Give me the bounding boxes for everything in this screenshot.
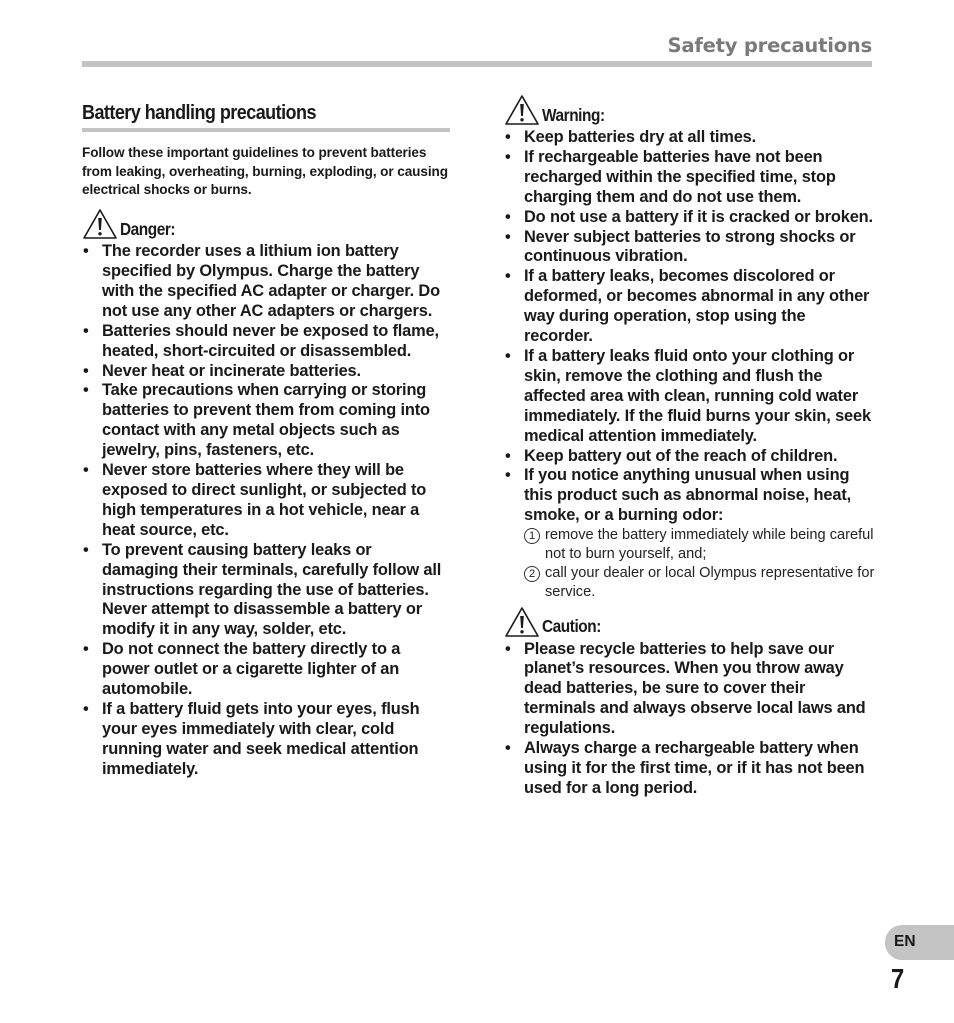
page-number: 7 (891, 963, 905, 994)
danger-item: • Do not connect the battery directly to a power outlet or a cigarette lighter of an automobile. (83, 640, 401, 699)
warning-item: • If you notice anything unusual when using this product such as abnormal noise, heat, smoke, or a burning odor: (505, 466, 852, 525)
section-rule (82, 128, 450, 132)
warning-item: • Never subject batteries to strong shocks or continuous vibration. (505, 227, 856, 266)
section-title: Battery handling precautions (82, 102, 316, 124)
caution-item: • Please recycle batteries to help save our planet’s resources. When you throw away dead batteries, be sure to cover their terminals and always observe local laws and regulations. (505, 639, 866, 738)
right-column (504, 94, 876, 799)
caution-item: • Always charge a rechargeable battery when using it for the first time, or if it has not been used for a long period. (505, 739, 865, 797)
danger-item: • Never heat or incinerate batteries. (83, 361, 361, 380)
warning-heading (504, 94, 876, 126)
danger-item: • To prevent causing battery leaks or damaging their terminals, carefully follow all instructions regarding the use of batteries. Never attempt to disassemble a battery or modify it in any way, solder, etc. (83, 540, 442, 639)
warning-steps (504, 526, 876, 601)
danger-item: • The recorder uses a lithium ion battery specified by Olympus. Charge the battery with the specified AC adapter or charger. Do not use any other AC adapters or chargers. (83, 242, 440, 320)
intro-text: Follow these important guidelines to prevent batteries from leaking, overheating, burning, exploding, or causing electrical shocks or burns. (82, 145, 448, 198)
step-item (524, 526, 876, 563)
warning-item: • If a battery leaks fluid onto your clothing or skin, remove the clothing and flush the affected area with clean, running cold water immediately. If the fluid burns your skin, seek medical attention immediately. (505, 346, 871, 445)
warning-item: • Keep batteries dry at all times. (505, 128, 757, 146)
warning-triangle-icon (82, 208, 118, 240)
caution-label: Caution: (542, 616, 601, 636)
danger-label: Danger: (120, 218, 176, 239)
danger-item: • Never store batteries where they will be exposed to direct sunlight, or subjected to high temperatures in a hot vehicle, near a heat source, etc. (83, 461, 427, 539)
caution-list (504, 640, 876, 799)
language-label: EN (894, 933, 916, 950)
language-tab (885, 925, 954, 960)
warning-triangle-icon (504, 606, 540, 638)
warning-item: • Keep battery out of the reach of children. (505, 446, 838, 465)
step-number: 2 (524, 566, 540, 582)
page-header-title: Safety precautions (667, 34, 872, 57)
warning-item: • Do not use a battery if it is cracked or broken. (505, 207, 873, 226)
step-number: 1 (524, 528, 540, 544)
warning-label: Warning: (542, 104, 605, 125)
danger-heading (82, 208, 452, 240)
warning-triangle-icon (504, 94, 540, 126)
danger-item: • Take precautions when carrying or storing batteries to prevent them from coming into contact with any metal objects such as jewelry, pins, fasteners, etc. (83, 381, 430, 460)
step-text: remove the battery immediately while being careful not to burn yourself, and; (545, 527, 874, 562)
left-column (82, 102, 452, 780)
step-item (524, 564, 876, 601)
warning-item: • If rechargeable batteries have not been recharged within the specified time, stop charging them and do not use them. (505, 147, 836, 206)
danger-item: • Batteries should never be exposed to flame, heated, short-circuited or disassembled. (83, 321, 439, 360)
danger-list (82, 242, 452, 779)
warning-list (504, 128, 876, 526)
warning-item: • If a battery leaks, becomes discolored or deformed, or becomes abnormal in any other way during operation, stop using the recorder. (505, 267, 870, 346)
danger-item: • If a battery fluid gets into your eyes, flush your eyes immediately with clear, cold running water and seek medical attention immediately. (83, 699, 420, 778)
step-text: call your dealer or local Olympus representative for service. (545, 565, 875, 600)
caution-heading (504, 606, 876, 638)
header-rule (82, 61, 872, 67)
